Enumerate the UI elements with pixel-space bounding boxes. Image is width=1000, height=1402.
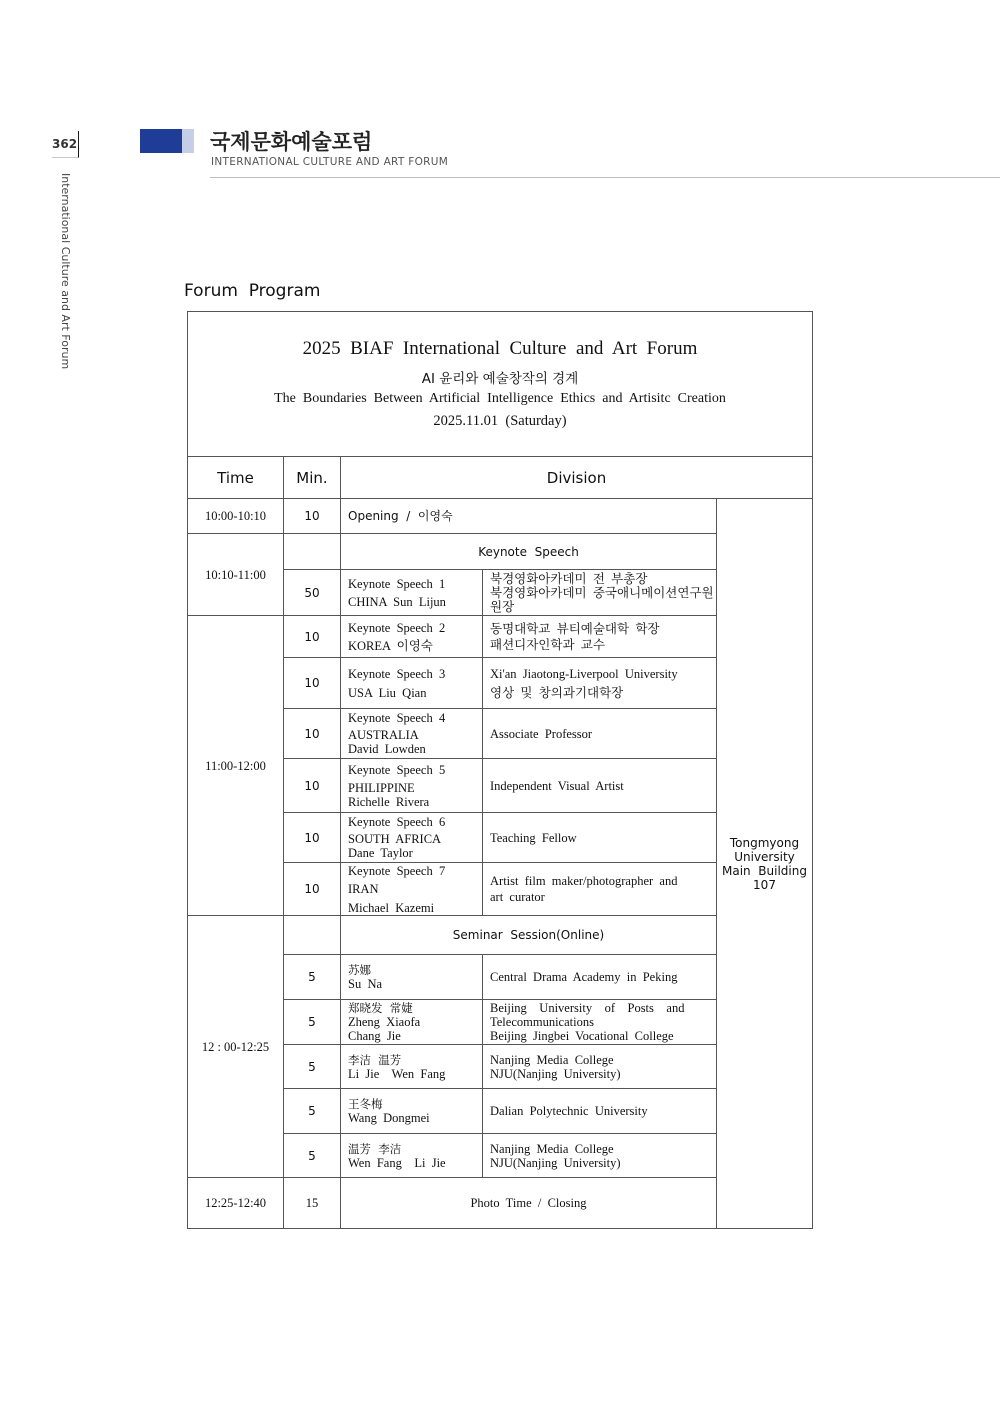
keynote-5-min: 10: [284, 759, 341, 813]
keynote-6-affiliation: Teaching Fellow: [483, 813, 717, 863]
column-header-time: Time: [188, 457, 284, 499]
keynote-1-min: 50: [284, 570, 341, 616]
keynote-section-header: Keynote Speech: [341, 534, 717, 570]
keynote-4-min: 10: [284, 709, 341, 759]
seminar-1-speaker: 苏娜 Su Na: [341, 955, 483, 1000]
closing-min: 15: [284, 1178, 341, 1228]
header-rule: [210, 177, 1000, 178]
program-date: 2025.11.01 (Saturday): [433, 413, 567, 429]
seminar-5-affiliation: Nanjing Media College NJU(Nanjing University): [483, 1134, 717, 1178]
page-number: 362: [52, 131, 79, 158]
seminar-3-speaker: 李洁 温芳 Li Jie Wen Fang: [341, 1045, 483, 1089]
keynote-7-min: 10: [284, 863, 341, 916]
opening-time: 10:00-10:10: [188, 499, 284, 534]
keynote-time-1: 10:10-11:00: [188, 534, 284, 616]
keynote-3-speaker: Keynote Speech 3 USA Liu Qian: [341, 658, 483, 709]
seminar-header-min-blank: [284, 916, 341, 955]
opening-label: Opening / 이영숙: [341, 499, 717, 534]
seminar-5-speaker: 温芳 李洁 Wen Fang Li Jie: [341, 1134, 483, 1178]
seminar-4-speaker: 王冬梅 Wang Dongmei: [341, 1089, 483, 1134]
keynote-4-affiliation: Associate Professor: [483, 709, 717, 759]
keynote-header-min-blank: [284, 534, 341, 570]
opening-min: 10: [284, 499, 341, 534]
keynote-time-2: 11:00-12:00: [188, 616, 284, 916]
program-table: [187, 311, 813, 1229]
keynote-5-speaker: Keynote Speech 5 PHILIPPINE Richelle Rivera: [341, 759, 483, 813]
program-subtitle-korean: AI 윤리와 예술창작의 경계: [421, 371, 579, 387]
keynote-6-min: 10: [284, 813, 341, 863]
keynote-4-speaker: Keynote Speech 4 AUSTRALIA David Lowden: [341, 709, 483, 759]
seminar-2-speaker: 郑晓发 常婕 Zheng Xiaofa Chang Jie: [341, 1000, 483, 1045]
keynote-3-min: 10: [284, 658, 341, 709]
closing-time: 12:25-12:40: [188, 1178, 284, 1228]
section-heading: Forum Program: [184, 281, 321, 301]
program-title: 2025 BIAF International Culture and Art Forum: [302, 338, 698, 359]
venue-cell: Tongmyong University Main Building 107: [722, 835, 807, 892]
keynote-7-affiliation: Artist film maker/photographer and art curator: [483, 863, 717, 916]
keynote-7-speaker: Keynote Speech 7 IRAN Michael Kazemi: [341, 863, 483, 916]
keynote-2-min: 10: [284, 616, 341, 658]
closing-label: Photo Time / Closing: [341, 1178, 717, 1228]
column-header-division: Division: [341, 457, 812, 499]
seminar-2-min: 5: [284, 1000, 341, 1045]
seminar-time: 12 : 00-12:25: [188, 916, 284, 1178]
side-running-title: International Culture and Art Forum: [59, 173, 72, 370]
keynote-2-speaker: Keynote Speech 2 KOREA 이영숙: [341, 616, 483, 658]
seminar-4-affiliation: Dalian Polytechnic University: [483, 1089, 717, 1134]
seminar-1-affiliation: Central Drama Academy in Peking: [483, 955, 717, 1000]
keynote-2-affiliation: 동명대학교 뷰티예술대학 학장 패션디자인학과 교수: [483, 616, 717, 658]
seminar-5-min: 5: [284, 1134, 341, 1178]
header-accent-bar: [140, 129, 182, 153]
header-subtitle: INTERNATIONAL CULTURE AND ART FORUM: [211, 156, 449, 168]
column-header-min: Min.: [284, 457, 341, 499]
keynote-1-speaker: Keynote Speech 1 CHINA Sun Lijun: [341, 570, 483, 616]
header-title: 국제문화예술포럼: [210, 130, 373, 154]
keynote-3-affiliation: Xi'an Jiaotong-Liverpool University 영상 및 창의과기대학장: [483, 658, 717, 709]
seminar-3-min: 5: [284, 1045, 341, 1089]
keynote-1-affiliation: 북경영화아카데미 전 부총장 북경영화아카데미 중국애니메이션연구원 원장: [483, 570, 717, 616]
seminar-1-min: 5: [284, 955, 341, 1000]
seminar-section-header: Seminar Session(Online): [341, 916, 717, 955]
seminar-2-affiliation: Beijing University of Posts and Telecommunications Beijing Jingbei Vocational College: [483, 1000, 717, 1045]
seminar-4-min: 5: [284, 1089, 341, 1134]
keynote-5-affiliation: Independent Visual Artist: [483, 759, 717, 813]
header-accent-light-bar: [182, 129, 194, 153]
program-subtitle-english: The Boundaries Between Artificial Intelligence Ethics and Artisitc Creation: [274, 391, 726, 406]
keynote-6-speaker: Keynote Speech 6 SOUTH AFRICA Dane Taylor: [341, 813, 483, 863]
seminar-3-affiliation: Nanjing Media College NJU(Nanjing University): [483, 1045, 717, 1089]
program-title-block: [188, 312, 812, 457]
